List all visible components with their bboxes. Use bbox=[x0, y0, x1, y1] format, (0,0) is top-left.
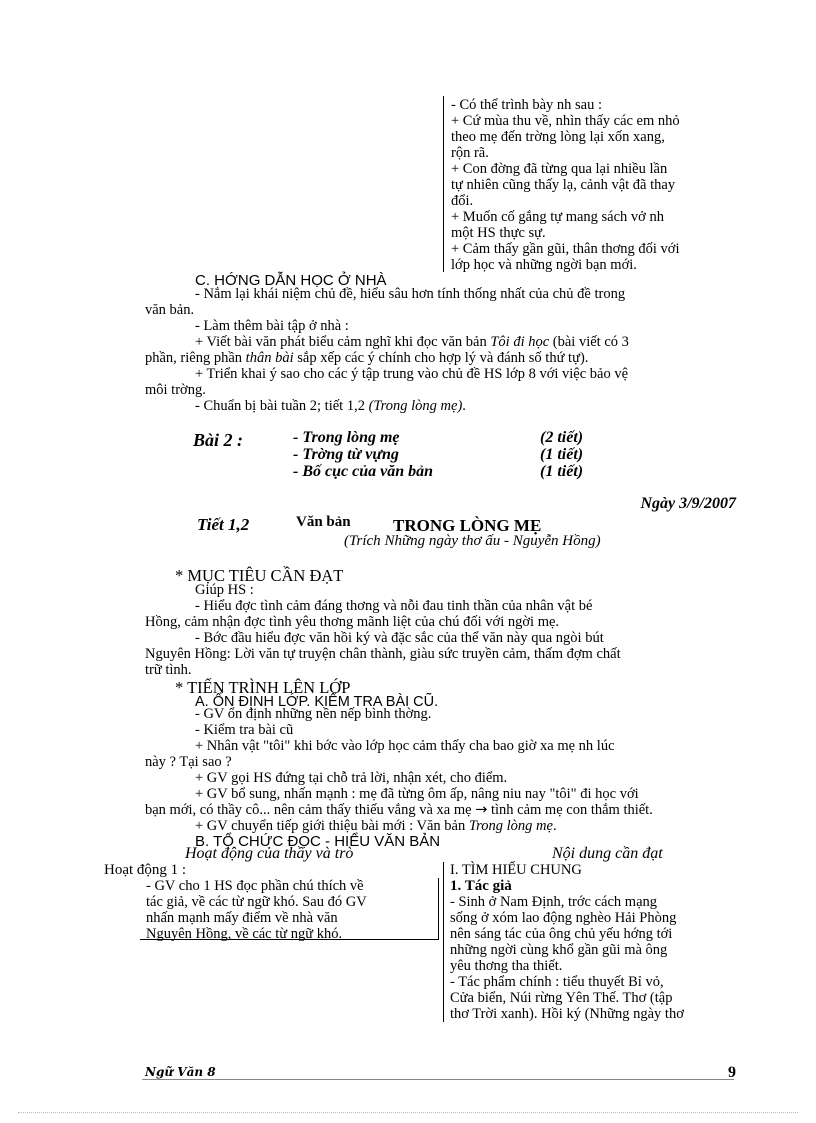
objectives-line-5: Nguyên Hồng: Lời văn tự truyện chân thành, giàu sức truyền cảm, thấm đợm chất bbox=[145, 646, 621, 662]
objectives-line-1: Giúp HS : bbox=[195, 582, 254, 598]
lesson-item-3: - Bố cục của văn bản bbox=[293, 463, 433, 480]
section-c-line-3: - Làm thêm bài tập ở nhà : bbox=[195, 318, 349, 334]
section-c-line-6: + Triển khai ý sao cho các ý tập trung vào chủ đề HS lớp 8 với việc bảo vệ bbox=[195, 366, 629, 382]
left-line-3: nhấn mạnh mấy điểm về nhà văn bbox=[146, 910, 338, 926]
objectives-heading: * MỤC TIÊU CẦN ĐẠT bbox=[175, 566, 344, 585]
section-c-line-7: môi trờng. bbox=[145, 382, 206, 398]
lesson-item-3-time: (1 tiết) bbox=[540, 463, 584, 480]
objectives-line-3: Hồng, cảm nhận đợc tình yêu thơng mãnh liệt của chú đối với ngời mẹ. bbox=[145, 614, 560, 630]
right-line-8: thơ Trời xanh). Hồi ký (Những ngày thơ bbox=[450, 1006, 684, 1022]
left-line-2: tác giả, về các từ ngữ khó. Sau đó GV bbox=[146, 894, 367, 910]
top-line-9: một HS thực sự. bbox=[451, 225, 546, 241]
right-line-4: những ngời cùng khổ gần gũi mà ông bbox=[450, 942, 668, 958]
section-c-line-4: + Viết bài văn phát biểu cảm nghĩ khi đọc văn bản Tôi đi học (bài viết có 3 bbox=[195, 334, 629, 350]
section-c-line-1: - Nắm lại khái niệm chủ đề, hiểu sâu hơn tính thống nhất của chủ đề trong bbox=[195, 286, 626, 302]
section-c-line-2: văn bản. bbox=[145, 302, 195, 318]
footer-rule bbox=[142, 1079, 734, 1080]
top-line-7: đổi. bbox=[451, 193, 474, 209]
arrow-icon: → bbox=[475, 802, 488, 818]
page-number: 9 bbox=[728, 1064, 736, 1081]
tiet-label: Tiết 1,2 bbox=[197, 515, 250, 534]
right-line-5: yêu thơng tha thiết. bbox=[450, 958, 563, 974]
top-line-6: tự nhiên cũng thấy lạ, cảnh vật đã thay bbox=[451, 177, 676, 193]
lesson-item-1: - Trong lòng mẹ bbox=[293, 429, 400, 446]
right-heading-2: 1. Tác giả bbox=[450, 878, 512, 894]
top-line-3: theo mẹ đến trờng lòng lại xốn xang, bbox=[451, 129, 665, 145]
page-bottom-border bbox=[18, 1112, 798, 1113]
left-line-1: - GV cho 1 HS đọc phần chú thích về bbox=[146, 878, 364, 894]
right-line-7: Cửa biển, Núi rừng Yên Thế. Thơ (tập bbox=[450, 990, 673, 1006]
top-line-8: + Muốn cố gắng tự mang sách vở nh bbox=[451, 209, 664, 225]
process-sub-b: B. TỔ CHỨC ĐỌC - HIỂU VĂN BẢN bbox=[195, 833, 441, 850]
process-line-7: bạn mới, có thầy cô... nên cảm thấy thiếu vắng và xa mẹ → tình cảm mẹ con thắm thiết. bbox=[145, 802, 653, 818]
van-ban-label: Văn bản bbox=[296, 514, 351, 530]
process-line-3: + Nhân vật "tôi" khi bớc vào lớp học cảm thấy cha bao giờ xa mẹ nh lúc bbox=[195, 738, 615, 754]
left-line-4: Nguyên Hồng, về các từ ngữ khó. bbox=[146, 926, 343, 942]
objectives-line-6: trữ tình. bbox=[145, 662, 192, 678]
process-line-5: + GV gọi HS đứng tại chỗ trả lời, nhận xét, cho điểm. bbox=[195, 770, 508, 786]
right-line-1: - Sinh ở Nam Định, trớc cách mạng bbox=[450, 894, 658, 910]
bai-label: Bài 2 : bbox=[193, 430, 244, 450]
footer-left: Ngữ Văn 8 bbox=[145, 1065, 216, 1079]
section-c-line-8: - Chuẩn bị bài tuần 2; tiết 1,2 (Trong lòng mẹ). bbox=[195, 398, 466, 414]
top-column-border bbox=[443, 96, 444, 272]
top-line-10: + Cảm thấy gần gũi, thân thơng đối với bbox=[451, 241, 680, 257]
section-c-heading: C. HỚNG DẪN HỌC Ở NHÀ bbox=[195, 272, 387, 289]
objectives-line-2: - Hiểu đợc tình cảm đáng thơng và nỗi đau tinh thần của nhân vật bé bbox=[195, 598, 593, 614]
process-line-1: - GV ổn định những nền nếp bình thờng. bbox=[195, 706, 432, 722]
activity-label: Hoạt động 1 : bbox=[104, 862, 187, 878]
left-box-right bbox=[438, 878, 439, 940]
top-line-11: lớp học và những ngời bạn mới. bbox=[451, 257, 637, 273]
right-line-2: sống ở xóm lao động nghèo Hải Phòng bbox=[450, 910, 677, 926]
table-divider bbox=[443, 862, 444, 1022]
process-line-4: này ? Tại sao ? bbox=[145, 754, 232, 770]
process-heading: * TIẾN TRÌNH LÊN LỚP bbox=[175, 678, 351, 697]
process-sub-a: A. ỔN ĐỊNH LỚP. KIỂM TRA BÀI CŨ. bbox=[195, 694, 439, 710]
right-heading-1: I. TÌM HIỂU CHUNG bbox=[450, 862, 582, 878]
top-line-4: rộn rã. bbox=[451, 145, 489, 161]
section-c-line-5: phần, riêng phần thân bài sắp xếp các ý chính cho hợp lý và đánh số thứ tự). bbox=[145, 350, 589, 366]
right-line-3: nên sáng tác của ông chủ yếu hớng tới bbox=[450, 926, 673, 942]
table-right-header: Nội dung cần đạt bbox=[552, 845, 663, 862]
top-line-2: + Cứ mùa thu về, nhìn thấy các em nhỏ bbox=[451, 113, 680, 129]
right-line-6: - Tác phẩm chính : tiểu thuyết Bỉ vỏ, bbox=[450, 974, 664, 990]
process-line-6: + GV bổ sung, nhấn mạnh : mẹ đã từng ôm ấp, nâng niu nay "tôi" đi học với bbox=[195, 786, 639, 802]
lesson-source: (Trích Những ngày thơ ấu - Nguyễn Hồng) bbox=[344, 533, 601, 549]
lesson-item-1-time: (2 tiết) bbox=[540, 429, 584, 446]
process-line-8: + GV chuyển tiếp giới thiệu bài mới : Văn bản Trong lòng mẹ. bbox=[195, 818, 557, 834]
top-line-5: + Con đờng đã từng qua lại nhiều lần bbox=[451, 161, 668, 177]
lesson-title: TRONG LÒNG MẸ bbox=[393, 516, 542, 535]
lesson-date: Ngày 3/9/2007 bbox=[640, 495, 736, 512]
table-left-header: Hoạt động của thầy và trò bbox=[185, 845, 354, 862]
lesson-item-2-time: (1 tiết) bbox=[540, 446, 584, 463]
top-line-1: - Có thể trình bày nh sau : bbox=[451, 97, 603, 113]
lesson-item-2: - Trờng từ vựng bbox=[293, 446, 399, 463]
process-line-2: - Kiểm tra bài cũ bbox=[195, 722, 294, 738]
objectives-line-4: - Bớc đầu hiểu đợc văn hồi ký và đặc sắc của thể văn này qua ngòi bút bbox=[195, 630, 604, 646]
left-box-bottom bbox=[140, 939, 438, 940]
